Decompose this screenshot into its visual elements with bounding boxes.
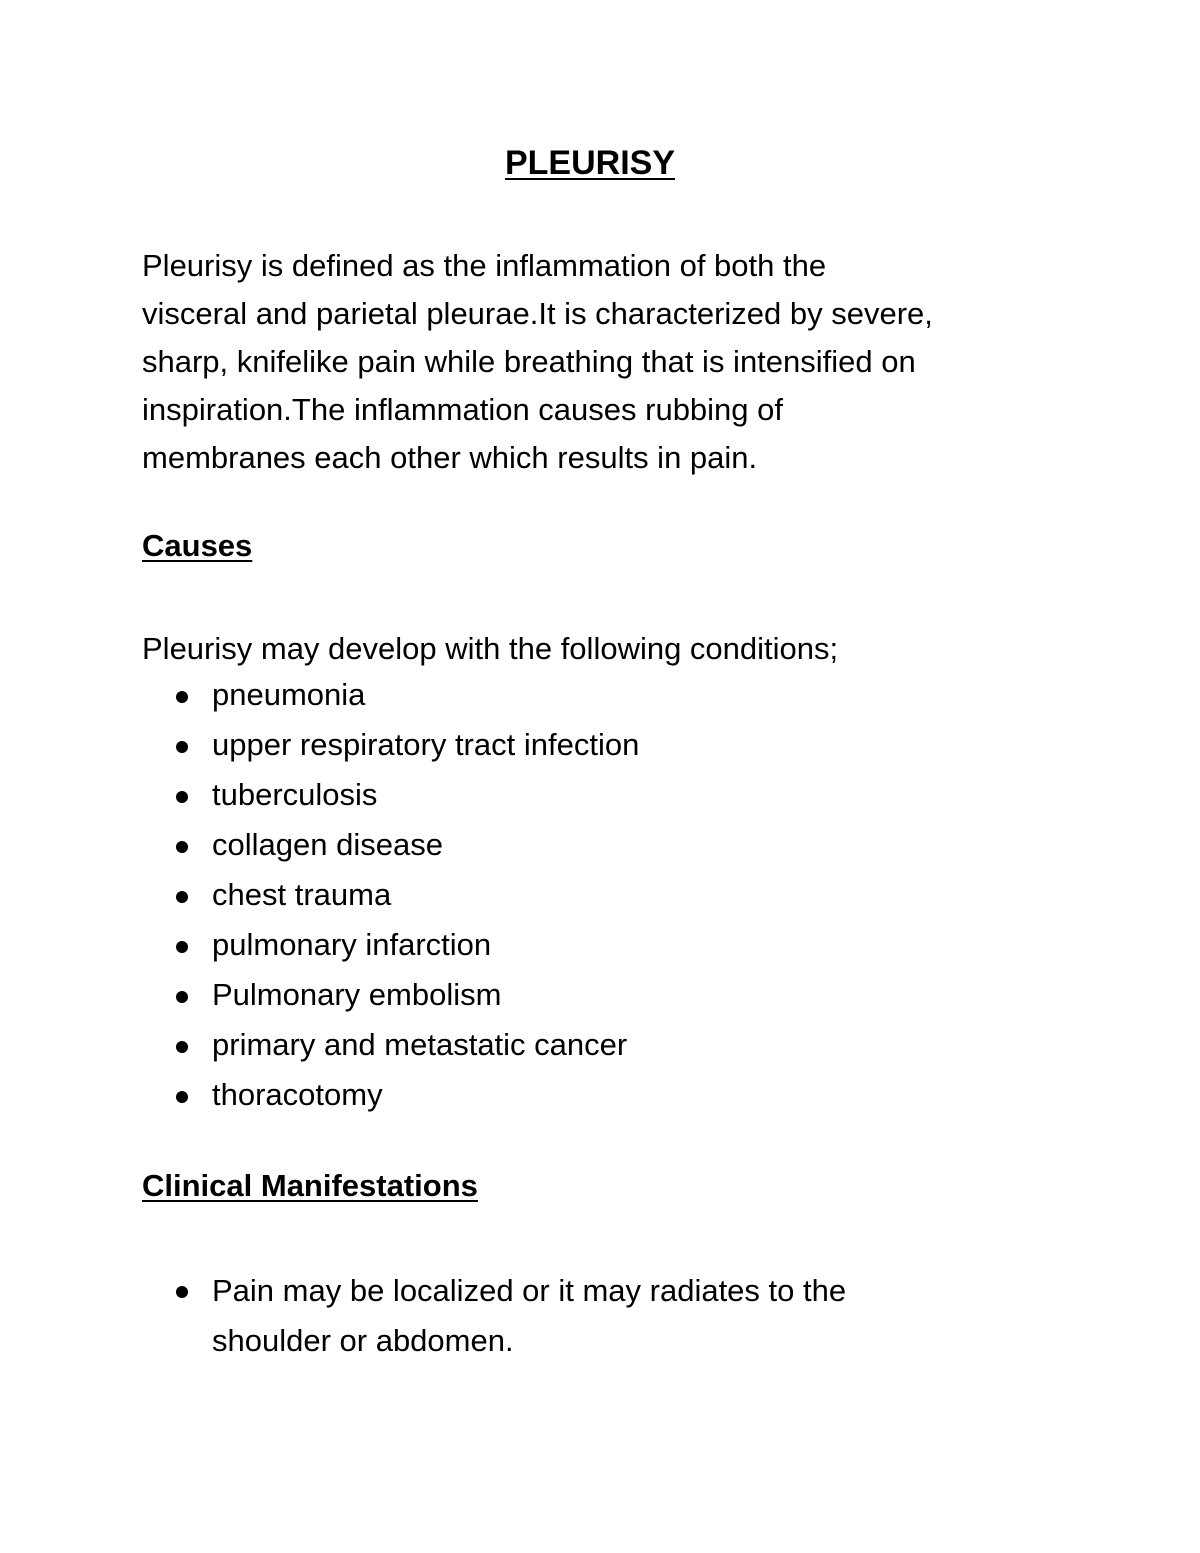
list-item-text: pulmonary infarction bbox=[212, 927, 492, 962]
list-item bbox=[0, 1021, 639, 1071]
bullet-icon bbox=[176, 741, 188, 753]
bullet-icon bbox=[176, 991, 188, 1003]
paragraph-line: visceral and parietal pleurae.It is characterized by severe, bbox=[142, 296, 933, 331]
list-item bbox=[0, 721, 639, 771]
list-item-text: primary and metastatic cancer bbox=[212, 1027, 628, 1062]
list-item-line: shoulder or abdomen. bbox=[212, 1323, 514, 1358]
bullet-icon bbox=[176, 1286, 188, 1298]
list-item bbox=[0, 921, 639, 971]
list-item bbox=[0, 771, 639, 821]
bullet-icon bbox=[176, 691, 188, 703]
list-item-text: Pulmonary embolism bbox=[212, 977, 502, 1012]
list-item bbox=[0, 971, 639, 1021]
bullet-icon bbox=[176, 1091, 188, 1103]
clinical-manifestations-heading: Clinical Manifestations bbox=[142, 1168, 478, 1203]
bullet-icon bbox=[176, 841, 188, 853]
paragraph-line: Pleurisy is defined as the inflammation of both the bbox=[142, 248, 827, 283]
list-item-text bbox=[212, 1266, 846, 1366]
bullet-icon bbox=[176, 891, 188, 903]
definition-paragraph bbox=[142, 242, 1072, 482]
paragraph-line: inspiration.The inflammation causes rubbing of bbox=[142, 392, 784, 427]
list-item-text: chest trauma bbox=[212, 877, 392, 912]
list-item bbox=[0, 871, 639, 921]
list-item-text: upper respiratory tract infection bbox=[212, 727, 640, 762]
list-item-text: thoracotomy bbox=[212, 1077, 383, 1112]
bullet-icon bbox=[176, 1041, 188, 1053]
list-item-text: pneumonia bbox=[212, 677, 366, 712]
list-item bbox=[0, 671, 639, 721]
paragraph-line: sharp, knifelike pain while breathing that is intensified on bbox=[142, 344, 916, 379]
causes-intro: Pleurisy may develop with the following conditions; bbox=[142, 631, 839, 666]
paragraph-line: membranes each other which results in pain. bbox=[142, 440, 758, 475]
list-item-text: collagen disease bbox=[212, 827, 443, 862]
bullet-icon bbox=[176, 941, 188, 953]
list-item-text: tuberculosis bbox=[212, 777, 378, 812]
list-item bbox=[0, 1071, 639, 1121]
list-item bbox=[0, 821, 639, 871]
causes-heading: Causes bbox=[142, 528, 253, 563]
bullet-icon bbox=[176, 791, 188, 803]
causes-list bbox=[0, 671, 639, 1121]
list-item-line: Pain may be localized or it may radiates to the bbox=[212, 1273, 847, 1308]
page-title: PLEURISY bbox=[504, 144, 676, 182]
